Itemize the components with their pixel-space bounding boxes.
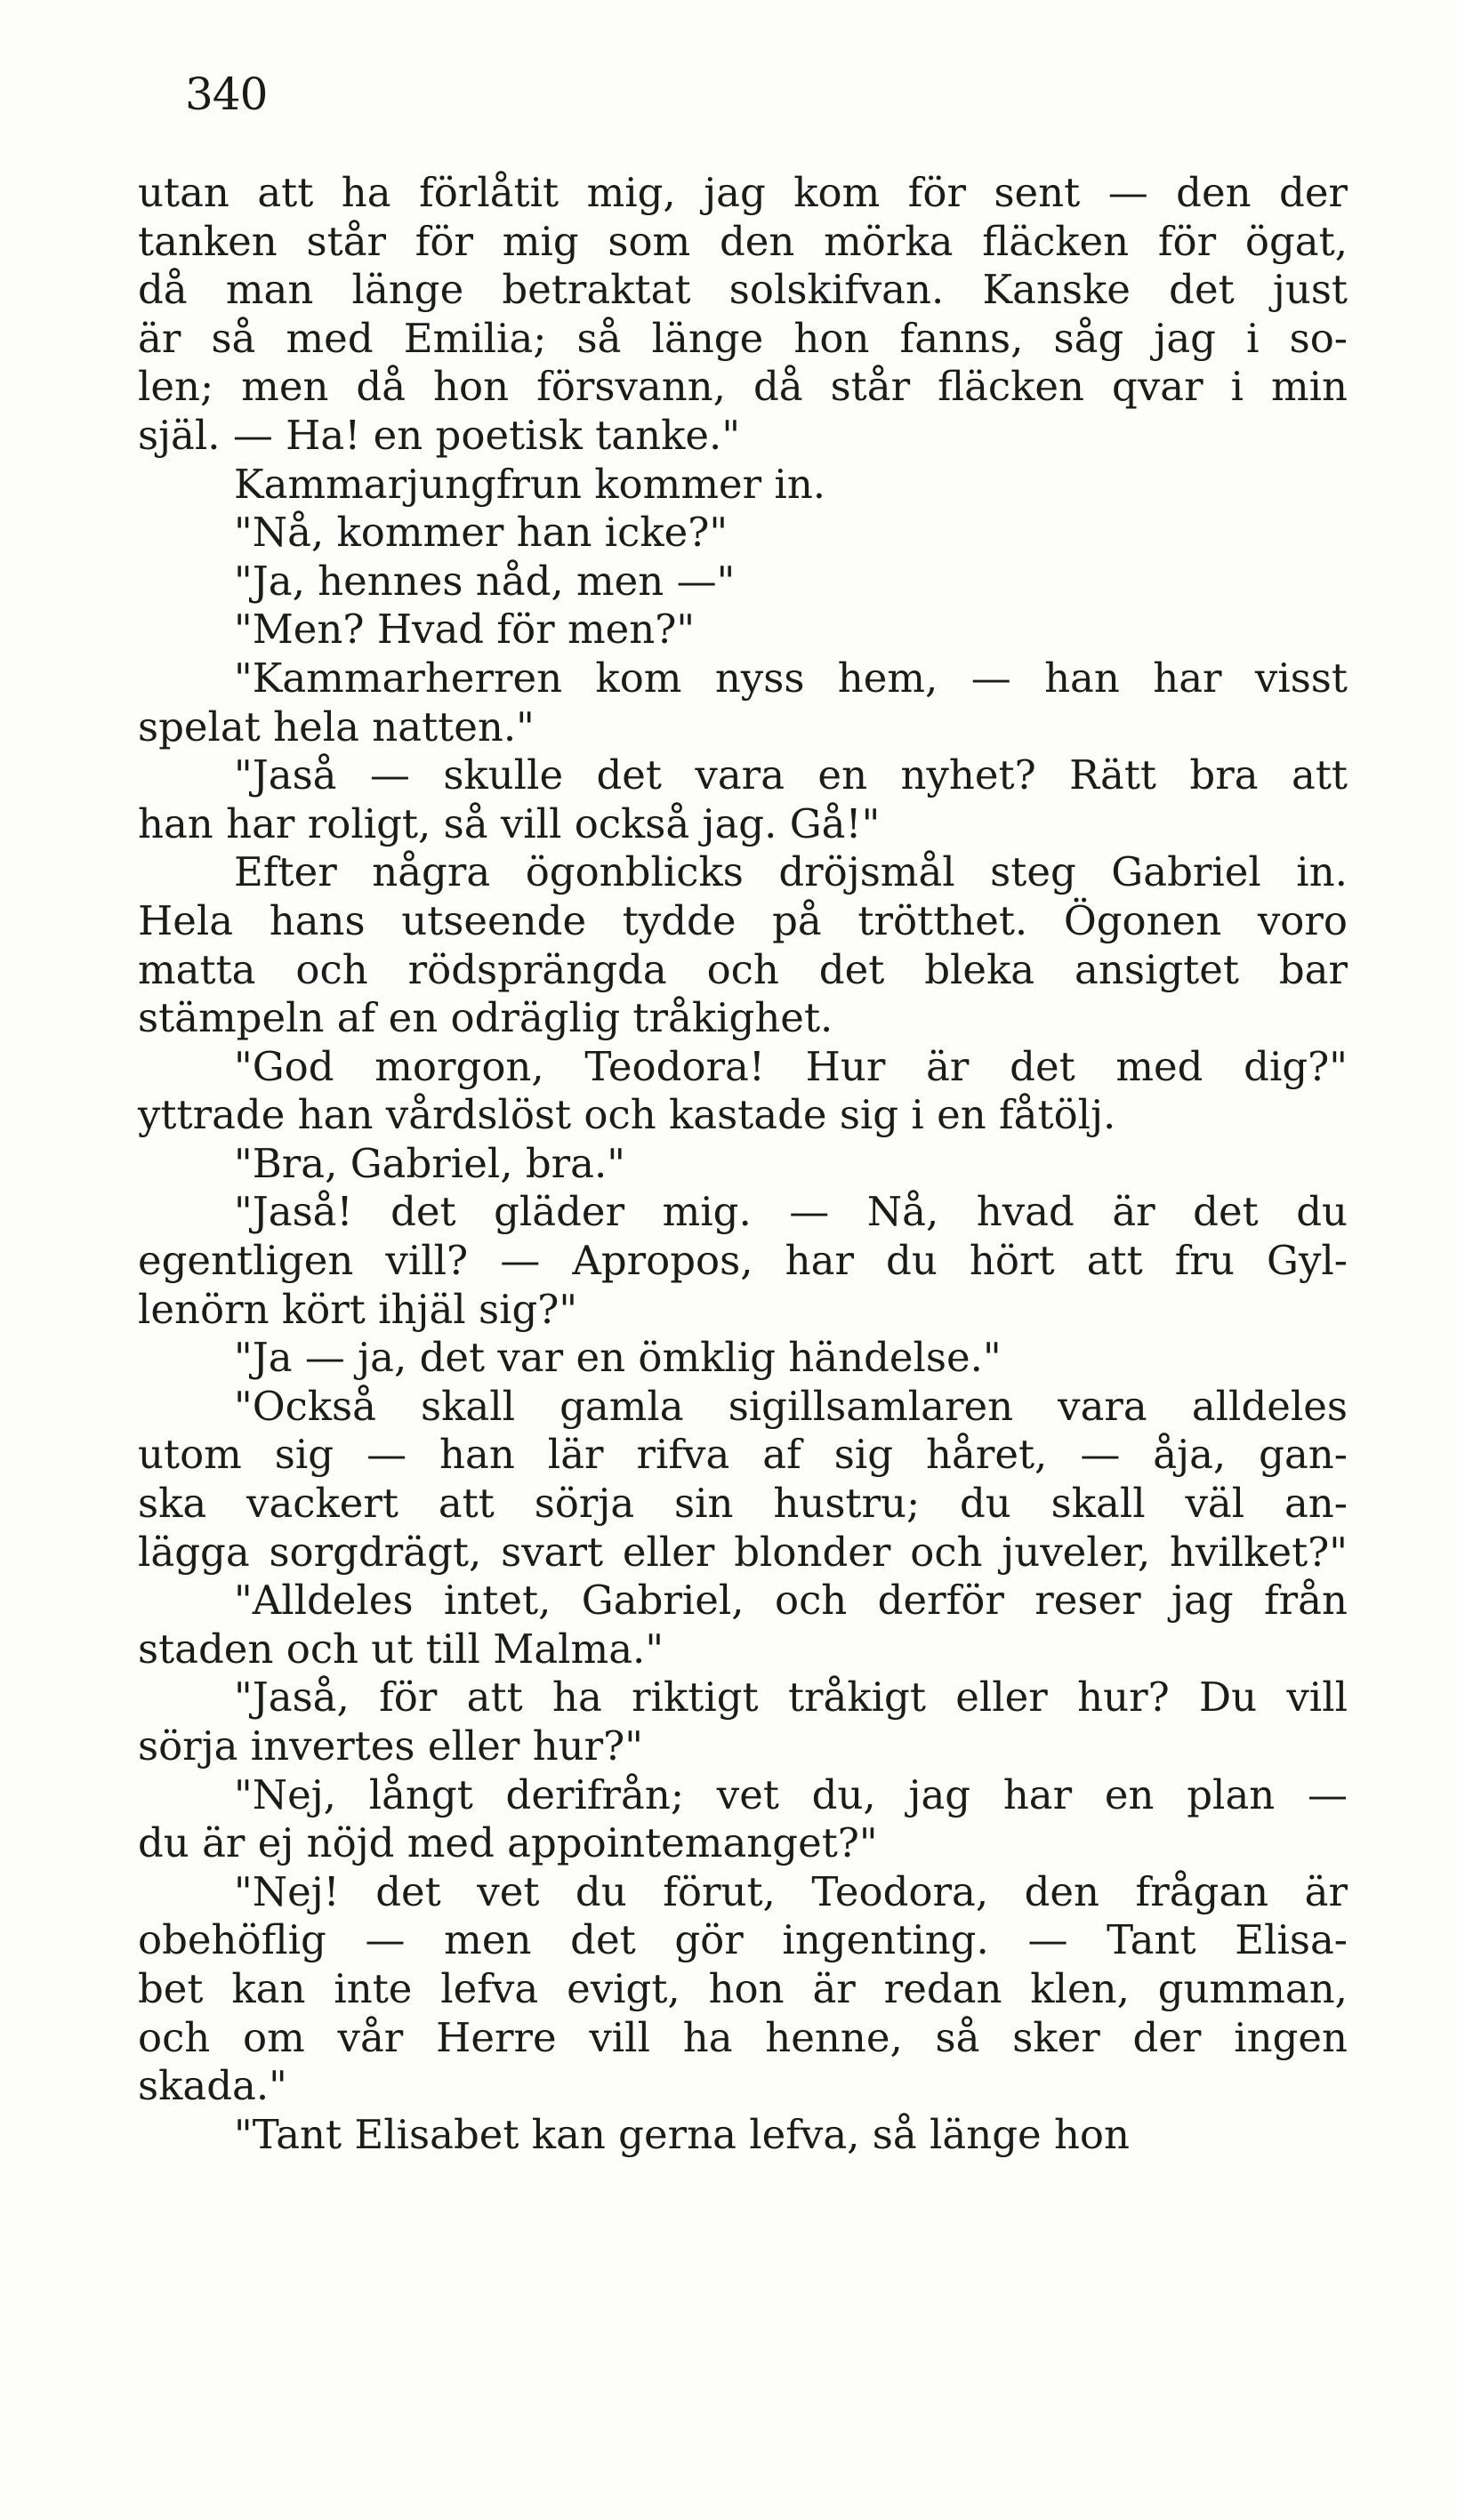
text-line: egentligen vill? — Apropos, har du hört att fru Gyl- xyxy=(138,1237,1348,1285)
text-line: lenörn kört ihjäl sig?" xyxy=(138,1285,578,1333)
text-line: obehöflig — men det gör ingenting. — Tant Elisa- xyxy=(138,1916,1348,1964)
text-line: "Kammarherren kom nyss hem, — han har visst xyxy=(234,654,1348,702)
text-line: ska vackert att sörja sin hustru; du skall väl an- xyxy=(138,1480,1348,1528)
text-line: skada." xyxy=(138,2062,287,2110)
text-line: "Nej! det vet du förut, Teodora, den frågan är xyxy=(234,1867,1348,1915)
text-line: utom sig — han lär rifva af sig håret, — åja, gan- xyxy=(138,1431,1348,1479)
text-line: matta och rödsprängda och det bleka ansigtet bar xyxy=(138,945,1348,993)
text-line: "Också skall gamla sigillsamlaren vara alldeles xyxy=(234,1382,1348,1430)
text-line: tanken står för mig som den mörka fläcken för ögat, xyxy=(138,217,1348,265)
text-line: "Ja, hennes nåd, men —" xyxy=(234,557,736,605)
text-line: Kammarjungfrun kommer in. xyxy=(234,460,826,508)
text-line: Efter några ögonblicks dröjsmål steg Gabriel in. xyxy=(234,848,1348,896)
text-line: "Nå, kommer han icke?" xyxy=(234,509,728,557)
text-line: då man länge betraktat solskifvan. Kanske det just xyxy=(138,266,1348,314)
text-line: själ. — Ha! en poetisk tanke." xyxy=(138,411,741,459)
text-line: han har roligt, så vill också jag. Gå!" xyxy=(138,799,881,847)
text-line: utan att ha förlåtit mig, jag kom för sent — den der xyxy=(138,169,1348,216)
text-line: är så med Emilia; så länge hon fanns, såg jag i so- xyxy=(138,314,1348,362)
text-line: "Tant Elisabet kan gerna lefva, så länge hon xyxy=(234,2110,1131,2158)
text-line: bet kan inte lefva evigt, hon är redan klen, gumman, xyxy=(138,1964,1348,2012)
text-line: "Jaså — skulle det vara en nyhet? Rätt bra att xyxy=(234,751,1348,799)
text-line: spelat hela natten." xyxy=(138,702,535,750)
body-text xyxy=(138,169,1348,2159)
page-number: 340 xyxy=(185,68,268,120)
text-line: "Ja — ja, det var en ömklig händelse." xyxy=(234,1334,1002,1382)
text-line: "God morgon, Teodora! Hur är det med dig?" xyxy=(234,1042,1348,1090)
text-line: "Alldeles intet, Gabriel, och derför reser jag från xyxy=(234,1577,1348,1625)
text-line: yttrade han vårdslöst och kastade sig i en fåtölj. xyxy=(138,1091,1116,1139)
text-line: lägga sorgdrägt, svart eller blonder och juveler, hvilket?" xyxy=(138,1528,1348,1576)
text-line: staden och ut till Malma." xyxy=(138,1625,664,1673)
text-line: "Bra, Gabriel, bra." xyxy=(234,1139,625,1187)
text-line: len; men då hon försvann, då står fläcken qvar i min xyxy=(138,363,1348,411)
text-line: och om vår Herre vill ha henne, så sker der ingen xyxy=(138,2013,1348,2061)
text-line: "Jaså, för att ha riktigt tråkigt eller hur? Du vill xyxy=(234,1673,1348,1721)
text-line: Hela hans utseende tydde på trötthet. Ögonen voro xyxy=(138,896,1348,944)
text-line: stämpeln af en odräglig tråkighet. xyxy=(138,994,833,1042)
text-line: "Jaså! det gläder mig. — Nå, hvad är det du xyxy=(234,1188,1348,1236)
text-line: "Nej, långt derifrån; vet du, jag har en plan — xyxy=(234,1770,1348,1818)
text-line: du är ej nöjd med appointemanget?" xyxy=(138,1819,878,1867)
text-line: "Men? Hvad för men?" xyxy=(234,606,696,654)
text-line: sörja invertes eller hur?" xyxy=(138,1722,643,1770)
